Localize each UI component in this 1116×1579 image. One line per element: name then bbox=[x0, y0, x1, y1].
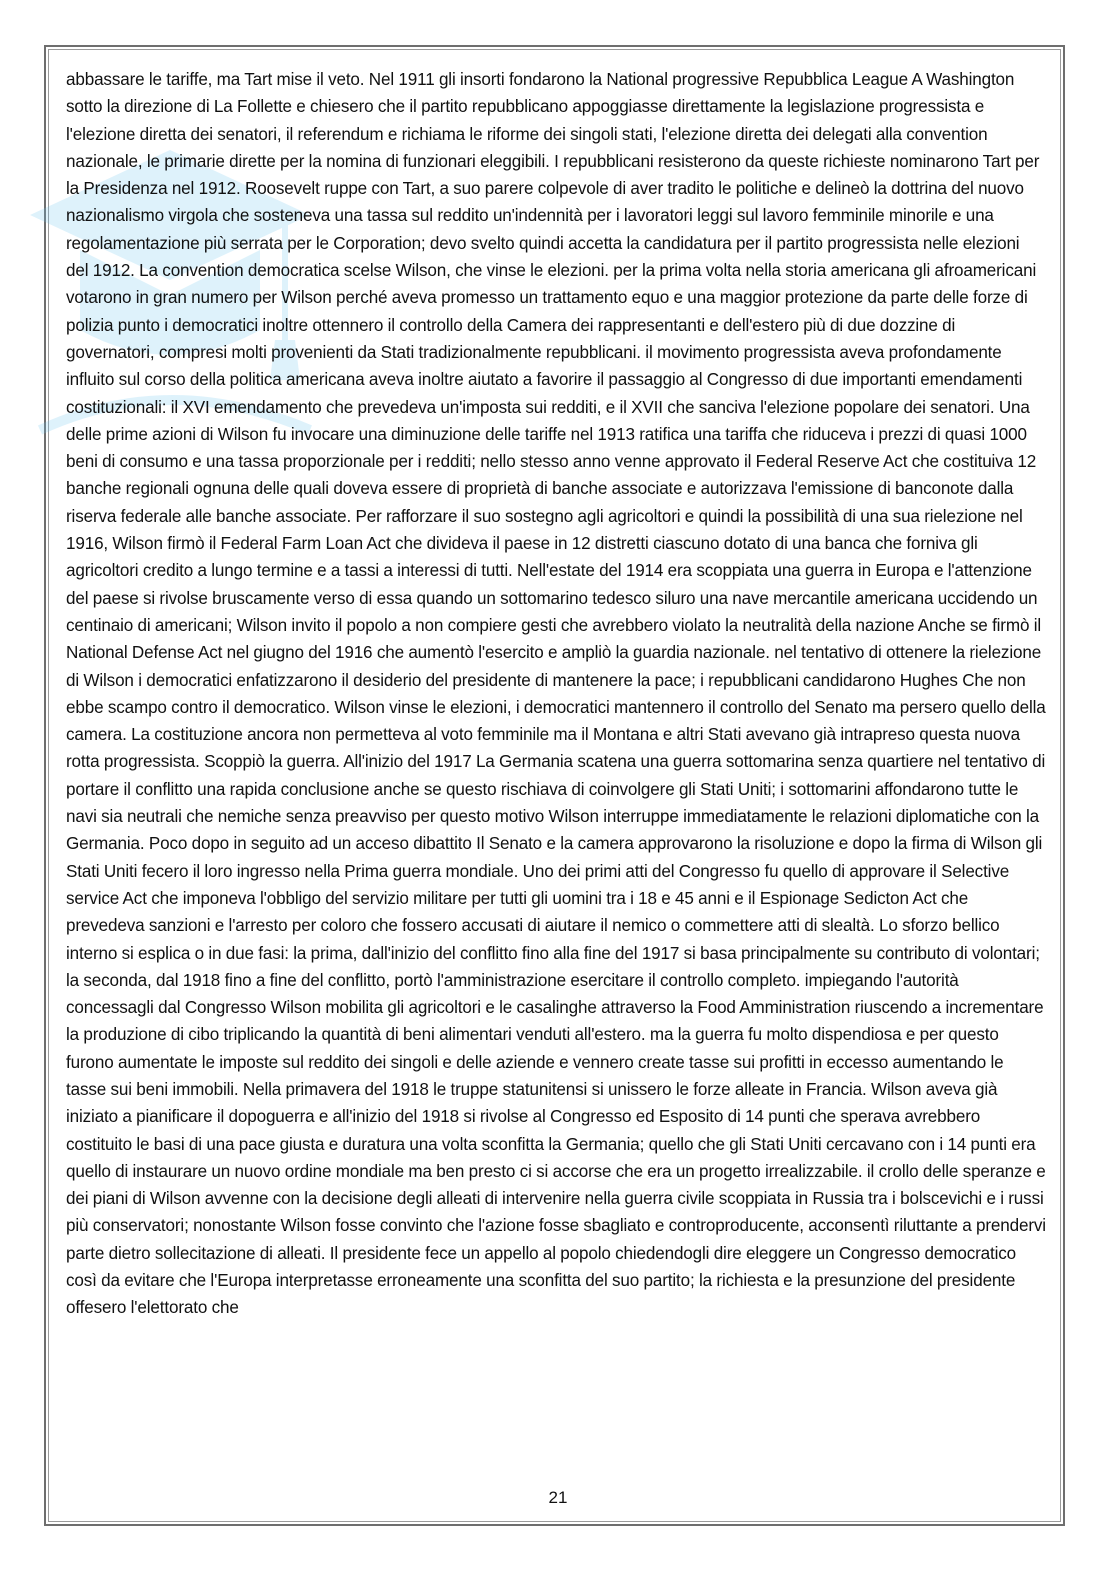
page-number: 21 bbox=[548, 1488, 568, 1507]
body-paragraph: abbassare le tariffe, ma Tart mise il veto. Nel 1911 gli insorti fondarono la National progressive Repubblica League A Washington sotto la direzione di La Follette e chiesero che il partito repubblicano appoggiasse direttamente la legislazione progressista e l'elezione diretta dei senatori, il referendum e richiama le riforme dei singoli stati, l'elezione diretta dei delegati alla convention nazionale, le primarie dirette per la nomina di funzionari eleggibili. I repubblicani resisterono da queste richieste nominarono Tart per la Presidenza nel 1912. Roosevelt ruppe con Tart, a suo parere colpevole di aver tradito le politiche e delineò la dottrina del nuovo nazionalismo virgola che sosteneva una tassa sul reddito un'indennità per i lavoratori leggi sul lavoro femminile minorile e una regolamentazione più serrata per le Corporation; devo svelto quindi accetta la candidatura per il partito progressista nelle elezioni del 1912. La convention democratica scelse Wilson, che vinse le elezioni. per la prima volta nella storia americana gli afroamericani votarono in gran numero per Wilson perché aveva promesso un trattamento equo e una maggior protezione da parte delle forze di polizia punto i democratici inoltre ottennero il controllo della Camera dei rappresentanti e dell'estero più di due dozzine di governatori, compresi molti provenienti da Stati tradizionalmente repubblicani. il movimento progressista aveva profondamente influito sul corso della politica americana aveva inoltre aiutato a favorire il passaggio al Congresso di due importanti emendamenti costituzionali: il XVI emendamento che prevedeva un'imposta sui redditi, e il XVII che sanciva l'elezione popolare dei senatori. Una delle prime azioni di Wilson fu invocare una diminuzione delle tariffe nel 1913 ratifica una tariffa che riduceva i prezzi di quasi 1000 beni di consumo e una tassa proporzionale per i redditi; nello stesso anno venne approvato il Federal Reserve Act che costituiva 12 banche regionali ognuna delle quali doveva essere di proprietà di banche associate e autorizzava l'emissione di banconote dalla riserva federale alle banche associate. Per rafforzare il suo sostegno agli agricoltori e quindi la possibilità di una sua rielezione nel 1916, Wilson firmò il Federal Farm Loan Act che divideva il paese in 12 distretti ciascuno dotato di una banca che forniva gli agricoltori credito a lungo termine e a tassi a interessi di tutti. Nell'estate del 1914 era scoppiata una guerra in Europa e l'attenzione del paese si rivolse bruscamente verso di essa quando un sottomarino tedesco siluro una nave mercantile americana uccidendo un centinaio di americani; Wilson invito il popolo a non compiere gesti che avrebbero violato la neutralità della nazione Anche se firmò il National Defense Act nel giugno del 1916 che aumentò l'esercito e ampliò la guardia nazionale. nel tentativo di ottenere la rielezione di Wilson i democratici enfatizzarono il desiderio del presidente di mantenere la pace; i repubblicani candidarono Hughes Che non ebbe scampo contro il democratico. Wilson vinse le elezioni, i democratici mantennero il controllo del Senato ma persero quello della camera. La costituzione ancora non permetteva al voto femminile ma il Montana e altri Stati avevano già intrapreso questa nuova rotta progressista. Scoppiò la guerra. All'inizio del 1917 La Germania scatena una guerra sottomarina senza quartiere nel tentativo di portare il conflitto una rapida conclusione anche se questo rischiava di coinvolgere gli Stati Uniti; i sottomarini affondarono tutte le navi sia neutrali che nemiche senza preavviso per questo motivo Wilson interruppe immediatamente le relazioni diplomatiche con la Germania. Poco dopo in seguito ad un acceso dibattito Il Senato e la camera approvarono la risoluzione e dopo la firma di Wilson gli Stati Uniti fecero il loro ingresso nella Prima guerra mondiale. Uno dei primi atti del Congresso fu quello di approvare il Selective service Act che imponeva l'obbligo del servizio militare per tutti gli uomini tra i 18 e 45 anni e il Espionage Sedicton Act che prevedeva sanzioni e l'arresto per coloro che fossero accusati di aiutare il nemico o commettere atti di slealtà. Lo sforzo bellico interno si esplica o in due fasi: la prima, dall'inizio del conflitto fino alla fine del 1917 si basa principalmente su contributo di volontari; la seconda, dal 1918 fino a fine del conflitto, portò l'amministrazione esercitare il controllo completo. impiegando l'autorità concessagli dal Congresso Wilson mobilita gli agricoltori e le casalinghe attraverso la Food Amministration riuscendo a incrementare la produzione di cibo triplicando la quantità di beni alimentari venduti all'estero. ma la guerra fu molto dispendiosa e per questo furono aumentate le imposte sul reddito dei singoli e delle aziende e vennero create tasse sui profitti in eccesso aumentando le tasse sui beni immobili. Nella primavera del 1918 le truppe statunitensi si unissero le forze alleate in Francia. Wilson aveva già iniziato a pianificare il dopoguerra e all'inizio del 1918 si rivolse al Congresso ed Esposito di 14 punti che sperava avrebbero costituito le basi di una pace giusta e duratura una volta sconfitta la Germania; quello che gli Stati Uniti cercavano con i 14 punti era quello di instaurare un nuovo ordine mondiale ma ben presto ci si accorse che era un progetto irrealizzabile. il crollo delle speranze e dei piani di Wilson avvenne con la decisione degli alleati di intervenire nella guerra civile scoppiata in Russia tra i bolscevichi e i russi più conservatori; nonostante Wilson fosse convinto che l'azione fosse sbagliato e controproducente, acconsentì riluttante a prendervi parte dietro sollecitazione di alleati. Il presidente fece un appello al popolo chiedendogli dire eleggere un Congresso democratico così da evitare che l'Europa interpretasse erroneamente una sconfitta del suo partito; la richiesta e la presunzione del presidente offesero l'elettorato che bbox=[66, 70, 1046, 1318]
